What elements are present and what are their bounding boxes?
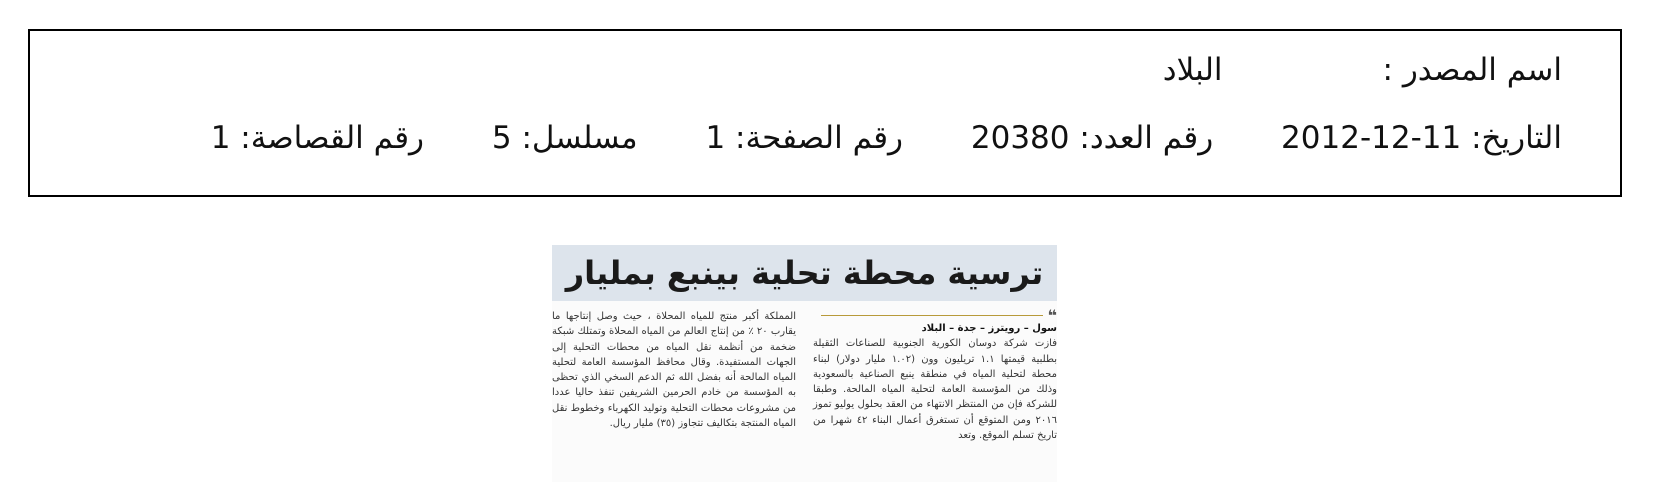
article-text-left: المملكة أكبر منتج للمياه المحلاة ، حيث وصل إنتاجها ما يقارب ٢٠ ٪ من إنتاج العالم من المياه المحلاة وتمتلك شبكة ضخمة من أنظمة نقل المياه من محطات التحلية إلى الجهات المستفيدة. وقال محافظ المؤسسة العامة لتحلية المياه المالحة أنه بفضل الله ثم الدعم السخي الذي تحظى به المؤسسة من خادم الحرمين الشريفين تنفذ حاليا عددا من مشروعات محطات التحلية وتوليد الكهرباء وخطوط نقل المياه المنتجة بتكاليف تتجاوز (٣٥) مليار ريال. xyxy=(552,311,796,430)
date-value: 2012-12-11 xyxy=(1281,120,1462,156)
quote-icon: ❝ xyxy=(1047,306,1057,325)
source-label: اسم المصدر : xyxy=(1382,52,1562,88)
source-value: البلاد xyxy=(1162,52,1223,88)
article-byline: سول – رويترز – جدة – البلاد xyxy=(921,323,1057,334)
page-value: 1 xyxy=(705,120,726,156)
article-headline: ترسية محطة تحلية بينبع بمليار xyxy=(552,245,1057,301)
issue-label: رقم العدد: xyxy=(1079,120,1214,156)
article-column-right xyxy=(813,306,1057,443)
clip-value: 1 xyxy=(210,120,231,156)
source-line xyxy=(1162,52,1562,88)
serial-value: 5 xyxy=(491,120,512,156)
details-line xyxy=(210,120,1562,156)
metadata-box xyxy=(28,29,1622,197)
article-text-right: فازت شركة دوسان الكورية الجنوبية للصناعات الثقيلة بطلبية قيمتها ١.١ تريليون وون (١.٠٢ مليار دولار) لبناء محطة لتحلية المياه في منطقة ينبع الصناعية بالسعودية وذلك من المؤسسة العامة لتحلية المياه المالحة. وطبقا للشركة فإن من المنتظر الانتهاء من العقد بحلول يوليو تموز ٢٠١٦ ومن المتوقع أن تستغرق أعمال البناء ٤٢ شهرا من تاريخ تسلم الموقع. وتعد xyxy=(813,338,1057,442)
newspaper-clipping xyxy=(552,245,1057,482)
date-label: التاريخ: xyxy=(1471,120,1562,156)
clip-label: رقم القصاصة: xyxy=(240,120,425,156)
page-label: رقم الصفحة: xyxy=(735,120,904,156)
serial-label: مسلسل: xyxy=(521,120,638,156)
issue-value: 20380 xyxy=(970,120,1070,156)
article-column-left xyxy=(552,309,796,431)
